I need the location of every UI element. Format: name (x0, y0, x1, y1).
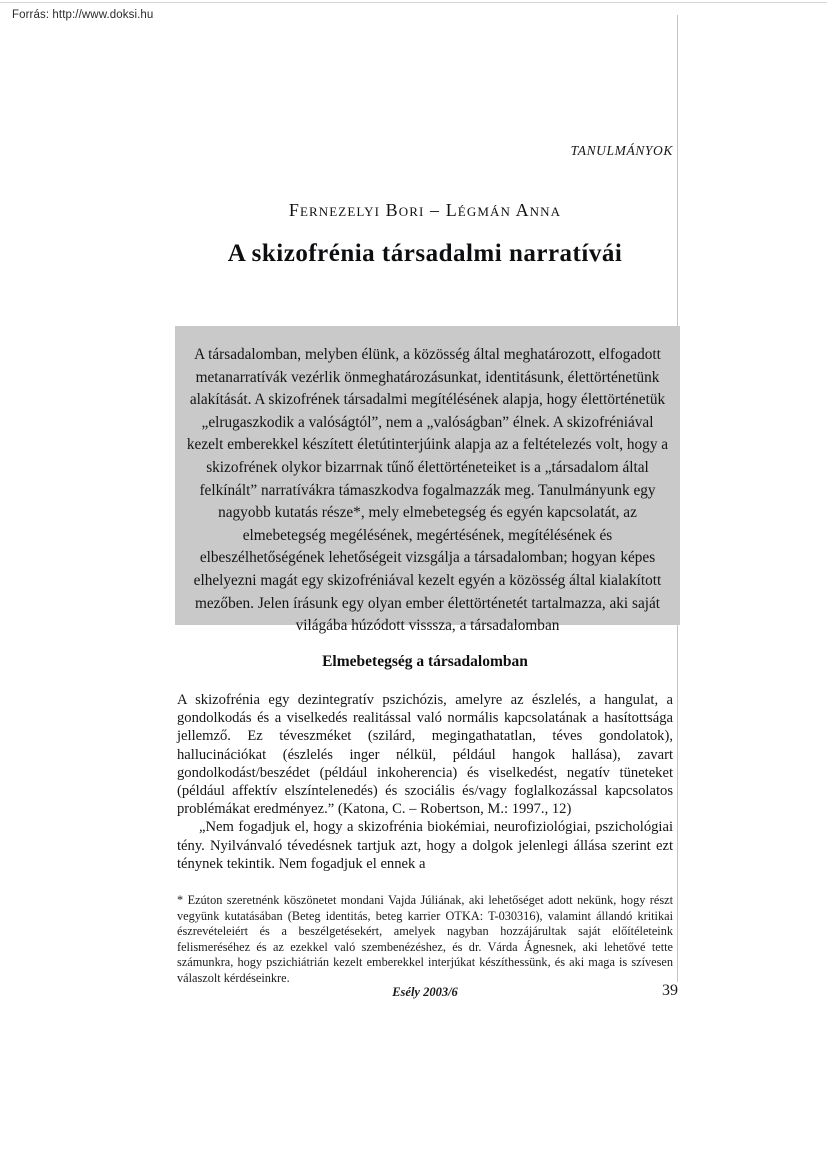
page-title: A skizofrénia társadalmi narratívái (227, 240, 623, 267)
footnote-text: * Ezúton szeretnénk köszönetet mondani Vajda Júliának, aki lehetőséget adott nekünk, hogy részt vegyünk kutatásában (Beteg identitás, beteg karrier OTKA: T-030316), valamint állandó kritikai észrevételeiért és a beszélgetésekért, amelyek nagyban hozzájárultak saját előítéleteink felismeréséhez és az ezekkel való szembenézéshez, és dr. Várda Ágnesnek, aki lehetővé tette számunkra, hogy pszichiátrián kezelt emberekkel interjúkat készíthessünk, és aki maga is szívesen válaszolt kérdéseinkre. (177, 893, 673, 985)
section-heading: Elmebetegség a társadalomban (322, 653, 528, 670)
body-paragraph-1: A skizofrénia egy dezintegratív pszichózis, amelyre az észlelés, a hangulat, a gondolkodás és a viselkedés realitással való normális kapcsolatának a hasítottsága jellemző. Ez téveszméket (szilárd, megingathatatlan, téves gondolatok), hallucinációkat (észlelés inger nélkül, például hangok hallása), zavart gondolkodást/beszédet (például inkoherencia) és viselkedést, negatív tüneteket (például affektív elszíntelenedés) és szociális és/vagy foglalkozással kapcsolatos problémákat eredményez.” (Katona, C. – Robertson, M.: 1997., 12) (177, 692, 673, 818)
abstract-text: A társadalomban, melyben élünk, a közösség által meghatározott, elfogadott metanarratívák vezérlik önmeghatározásunkat, identitásunk, élettörténetünk alakítását. A skizofrének társadalmi megítélésének alapja, hogy élettörténetük „elrugaszkodik a valóságtól”, nem a „valóságban” élnek. A skizofréniával kezelt emberekkel készített életútinterjúink alapja az a feltételezés volt, hogy a skizofrének olykor bizarrnak tűnő élettörténeteiket is a „társadalom által felkínált” narratívákra támaszkodva fogalmazzák meg. Tanulmányunk egy nagyobb kutatás része*, mely elmebetegség és egyén kapcsolatát, az elmebetegség megélésének, megértésének, megítélésének és elbeszélhetőségének lehetőségeit vizsgálja a társadalomban; hogyan képes elhelyezni magát egy skizofréniával kezelt egyén a közösség által kialakított mezőben. Jelen írásunk egy olyan ember élettörténetét tartalmazza, aki saját világába húzódott visssza, a társadalomban (186, 346, 669, 635)
article-authors: Fernezelyi Bori – Légmán Anna (288, 200, 562, 220)
body-text (177, 691, 673, 873)
page-number: 39 (662, 982, 678, 999)
body-paragraph-2: „Nem fogadjuk el, hogy a skizofrénia biokémiai, neurofiziológiai, pszichológiai tény. Nyilvánvaló tévedésnek tartjuk azt, hogy a dolgok jelenlegi állása szerint ezt ténynek tekintik. Nem fogadjuk el ennek a (177, 819, 673, 872)
journal-citation: Esély 2003/6 (392, 985, 458, 999)
abstract-box (175, 326, 680, 635)
running-head: TANULMÁNYOK (570, 143, 673, 158)
source-watermark: Forrás: http://www.doksi.hu (12, 9, 154, 21)
